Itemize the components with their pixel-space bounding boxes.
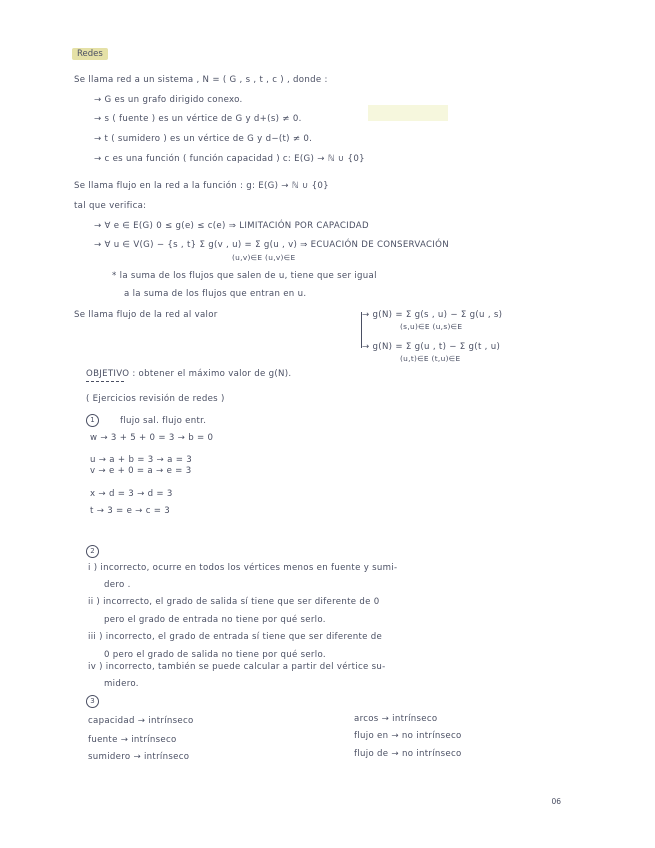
answer-i-line-2: dero . [104, 580, 131, 590]
limitacion-capacidad: → ∀ e ∈ E(G) 0 ≤ g(e) ≤ c(e) ⇒ LIMITACIÓN POR CAPACIDAD [94, 221, 369, 231]
definition-item-t: → t ( sumidero ) es un vértice de G y d−(t) ≠ 0. [94, 134, 313, 144]
table-row-t: t → 3 = e → c = 3 [90, 506, 171, 516]
answer-ii-line-1: ii ) incorrecto, el grado de salida sí tiene que ser diferente de 0 [88, 597, 380, 607]
answer-iii-line-1: iii ) incorrecto, el grado de entrada sí tiene que ser diferente de [88, 632, 383, 642]
title-tag: Redes [72, 48, 108, 60]
classification-fuente: fuente → intrínseco [88, 735, 177, 745]
table-header: flujo sal. flujo entr. [120, 416, 207, 426]
classification-flujo-de: flujo de → no intrínseco [354, 749, 462, 759]
table-row-w: w → 3 + 5 + 0 = 3 → b = 0 [90, 433, 214, 443]
objetivo-line: OBJETIVO : obtener el máximo valor de g(N). [86, 369, 292, 379]
note-line-2: a la suma de los flujos que entran en u. [124, 289, 307, 299]
definition-red: Se llama red a un sistema , N = ( G , s , t , c ) , donde : [74, 75, 328, 85]
exercise-number-3: 3 [86, 695, 99, 708]
exercise-number-2: 2 [86, 545, 99, 558]
answer-iv-line-1: iv ) incorrecto, también se puede calcular a partir del vértice su- [88, 662, 386, 672]
answer-iv-line-2: midero. [104, 679, 139, 689]
classification-arcos: arcos → intrínseco [354, 714, 438, 724]
ecuacion-conservacion: → ∀ u ∈ V(G) − {s , t} Σ g(v , u) = Σ g(u , v) ⇒ ECUACIÓN DE CONSERVACIÓN [94, 240, 449, 250]
table-row-v: v → e + 0 = a → e = 3 [90, 466, 192, 476]
answer-i-line-1: i ) incorrecto, ocurre en todos los vértices menos en fuente y sumi- [88, 563, 398, 573]
table-row-u: u → a + b = 3 → a = 3 [90, 455, 192, 465]
sum-subscripts: (u,v)∈E (u,v)∈E [232, 253, 296, 262]
definition-item-c: → c es una función ( función capacidad ) c: E(G) → ℕ ∪ {0} [94, 154, 365, 164]
highlighter-mark [368, 105, 448, 121]
table-row-x: x → d = 3 → d = 3 [90, 489, 173, 499]
definition-flujo: Se llama flujo en la red a la función : g: E(G) → ℕ ∪ {0} [74, 181, 329, 191]
definition-item-g: → G es un grafo dirigido conexo. [94, 95, 243, 105]
definition-item-s: → s ( fuente ) es un vértice de G y d+(s) ≠ 0. [94, 114, 302, 124]
objetivo-underline [86, 381, 124, 382]
flow-value-subscripts-2: (u,t)∈E (t,u)∈E [400, 354, 461, 363]
flow-value-subscripts-1: (s,u)∈E (u,s)∈E [400, 322, 463, 331]
exercise-number-1: 1 [86, 414, 99, 427]
classification-flujo-en: flujo en → no intrínseco [354, 731, 462, 741]
ejercicios-heading: ( Ejercicios revisión de redes ) [86, 394, 225, 404]
answer-iii-line-2: 0 pero el grado de salida no tiene por qué serlo. [104, 650, 326, 660]
note-line-1: * la suma de los flujos que salen de u, tiene que ser igual [112, 271, 377, 281]
classification-capacidad: capacidad → intrínseco [88, 716, 194, 726]
page-number: 06 [551, 797, 561, 806]
flow-value-formula-1: → g(N) = Σ g(s , u) − Σ g(u , s) [362, 310, 503, 320]
answer-ii-line-2: pero el grado de entrada no tiene por qué serlo. [104, 615, 326, 625]
flow-value-formula-2: → g(N) = Σ g(u , t) − Σ g(t , u) [362, 342, 501, 352]
classification-sumidero: sumidero → intrínseco [88, 752, 190, 762]
verifica-line: tal que verifica: [74, 201, 147, 211]
definition-flujo-red: Se llama flujo de la red al valor [74, 310, 218, 320]
